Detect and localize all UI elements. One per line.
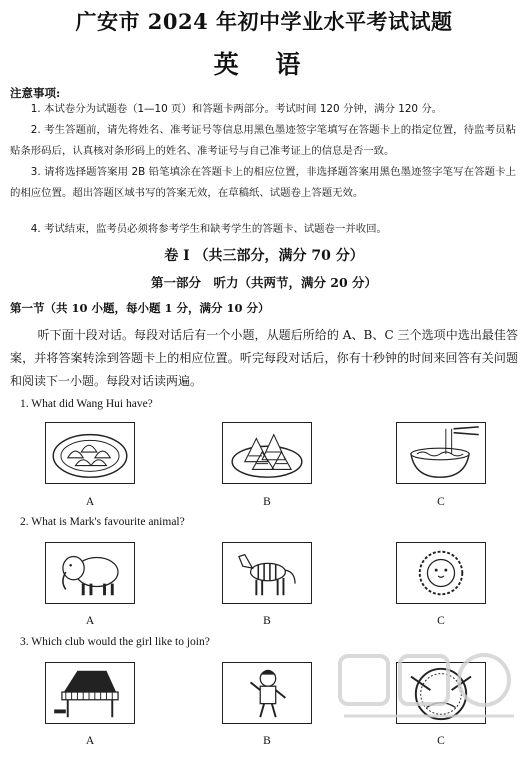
option-label: A (85, 496, 95, 508)
dumplings-plate-image[interactable] (45, 422, 135, 484)
option-label: B (263, 615, 271, 627)
note-item: 3. 请将选择题答案用 2B 铅笔填涂在答题卡上的相应位置，非选择题答案用黑色墨迹签字笔写在答题卡上的相应位置。超出答题区域书写的答案无效，在草稿纸、试题卷上答题无效。 (10, 166, 516, 199)
piano-image[interactable] (45, 662, 135, 724)
noodles-bowl-image[interactable] (396, 422, 486, 484)
elephant-image[interactable] (45, 542, 135, 604)
question-1: 1. What did Wang Hui have? (20, 398, 153, 410)
option-label: B (263, 496, 271, 508)
subject-title: 英 语 (213, 50, 315, 79)
question-2: 2. What is Mark's favourite animal? (20, 516, 185, 528)
boy-dancing-image[interactable] (222, 662, 312, 724)
exam-title: 广安市 2024 年初中学业水平考试试题 (75, 9, 453, 34)
note-item: 2. 考生答题前，请先将姓名、准考证号等信息用黑色墨迹签字笔填写在答题卡上的指定位置，待监考员粘贴条形码后，认真核对条形码上的姓名、准考证号与自己准考证上的信息是否一致。 (10, 124, 516, 157)
option-label: C (437, 735, 445, 747)
volume-heading: 卷 I （共三部分，满分 70 分） (164, 248, 364, 264)
option-label: C (437, 496, 445, 508)
section-heading: 第一节（共 10 小题，每小题 1 分，满分 10 分） (10, 301, 270, 315)
lion-image[interactable] (396, 542, 486, 604)
part-heading: 第一部分 听力（共两节，满分 20 分） (150, 275, 378, 290)
zongzi-plate-image[interactable] (222, 422, 312, 484)
notes-heading: 注意事项: (10, 86, 61, 100)
option-label: A (85, 735, 95, 747)
instructions: 听下面十段对话。每段对话后有一个小题，从题后所给的 A、B、C 三个选项中选出最佳答案，并将答案转涂到答题卡上的相应位置。听完每段对话后，你有十秒钟的时间来回答有关问题和阅读下一小题。每段对话读两遍。 (10, 328, 518, 388)
note-item: 4. 考试结束，监考员必须将参考学生和缺考学生的答题卡、试题卷一并收回。 (30, 223, 387, 235)
watermark-logo (330, 646, 520, 756)
option-label: C (437, 615, 445, 627)
option-label: B (263, 735, 271, 747)
zebra-image[interactable] (222, 542, 312, 604)
question-3: 3. Which club would the girl like to join? (20, 636, 210, 648)
option-label: A (85, 615, 95, 627)
note-item: 1. 本试卷分为试题卷（1—10 页）和答题卡两部分。考试时间 120 分钟，满分 120 分。 (30, 103, 443, 115)
